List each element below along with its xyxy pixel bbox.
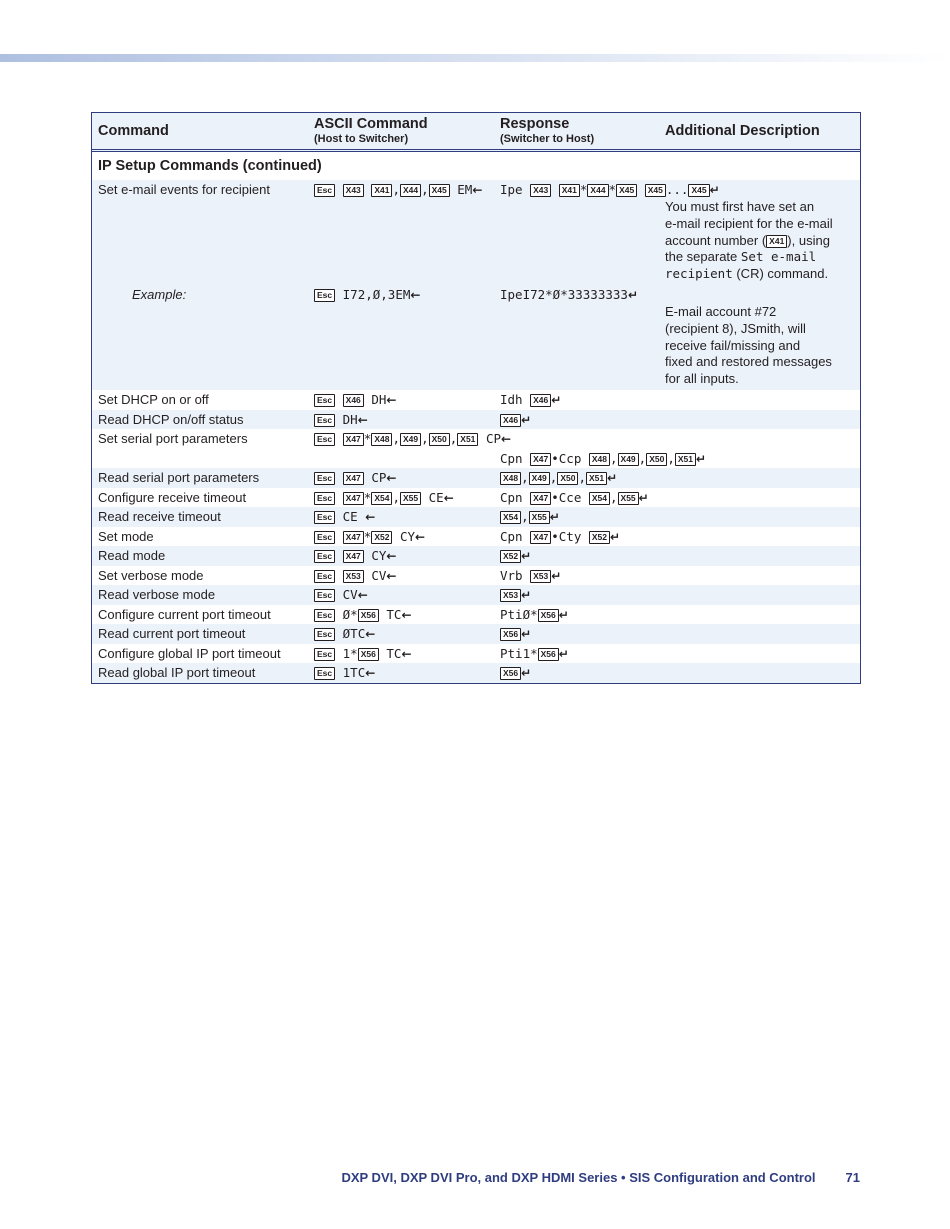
arrow-icon: ← <box>410 288 421 302</box>
arrow-icon: ← <box>472 183 483 197</box>
table-row: Configure global IP port timeout Esc 1* X56 TC← Pti1* X56 ↵ <box>98 645 569 661</box>
arrow-icon: ← <box>365 627 376 641</box>
table-row: Read mode Esc X47 CY← X52 ↵ <box>92 546 860 566</box>
arrow-icon: ← <box>386 471 397 485</box>
enter-icon: ↵ <box>695 451 707 466</box>
table-row: Configure receive timeout Esc X47 * X54 , X55 CE← Cpn X47 •Cce X54 , X55 ↵ <box>98 489 649 505</box>
enter-icon: ↵ <box>521 588 532 602</box>
header-gradient-band <box>0 54 950 62</box>
arrow-icon: ← <box>365 510 376 524</box>
table-row: Set DHCP on or off Esc X46 DH← Idh X46 ↵ <box>98 392 562 407</box>
ascii-command: Esc X43 X41 , X44 , X45 EM← <box>314 180 482 201</box>
header-response: Response (Switcher to Host) <box>500 116 595 145</box>
arrow-icon: ← <box>386 549 397 563</box>
enter-icon: ↵ <box>551 568 562 583</box>
arrow-icon: ← <box>401 646 412 661</box>
arrow-icon: ← <box>386 393 397 407</box>
enter-icon: ↵ <box>558 607 569 622</box>
arrow-icon: ← <box>415 529 426 544</box>
table-row: Configure current port timeout Esc Ø* X56 TC← PtiØ* X56 ↵ <box>98 606 569 622</box>
arrow-icon: ← <box>357 588 368 602</box>
example-response: IpeI72*Ø*33333333↵ <box>500 287 638 302</box>
page-number: 71 <box>845 1170 860 1185</box>
enter-icon: ↵ <box>638 490 649 505</box>
header-ascii-command: ASCII Command (Host to Switcher) <box>314 116 428 145</box>
header-command: Command <box>98 123 169 139</box>
command-label: Set e-mail events for recipient <box>98 182 270 197</box>
table-row: Read verbose mode Esc CV← X53 ↵ <box>92 585 860 605</box>
enter-icon: ↵ <box>521 412 532 427</box>
enter-icon: ↵ <box>558 646 569 661</box>
response: Ipe X43 X41 * X44 * X45 X45 ... X45 ↵ <box>500 182 720 197</box>
example-label: Example: <box>132 287 187 302</box>
table-row: Read receive timeout Esc CE ← X54 , X55 ↵ <box>92 507 860 527</box>
header-description: Additional Description <box>665 123 820 139</box>
table-row: Read current port timeout Esc ØTC← X56 ↵ <box>92 624 860 644</box>
command-table <box>91 112 861 684</box>
table-row: Read serial port parameters Esc X47 CP← X48 , X49 , X50 , X51 ↵ <box>92 468 860 488</box>
table-row: Read global IP port timeout Esc 1TC← X56 ↵ <box>92 663 860 683</box>
enter-icon: ↵ <box>709 183 720 197</box>
table-row-email-events <box>92 180 860 390</box>
description-email-note: You must first have set an e-mail recipient for the e-mail account number ( X41 ), using the separate Set e-mail recipient (CR) command. <box>665 199 833 282</box>
enter-icon: ↵ <box>627 288 638 302</box>
table-row: Set serial port parameters Esc X47 * X48 , X49 , X50 , X51 CP← Cpn X47 •Ccp X48 , X49 , X50 , X51 ↵ <box>98 431 707 466</box>
arrow-icon: ← <box>501 432 512 446</box>
example-ascii-command: Esc I72,Ø,3EM← <box>314 285 420 306</box>
enter-icon: ↵ <box>521 627 532 641</box>
enter-icon: ↵ <box>521 666 532 680</box>
table-row: Set verbose mode Esc X53 CV← Vrb X53 ↵ <box>98 567 562 583</box>
table-header <box>92 113 860 152</box>
arrow-icon: ← <box>401 607 412 622</box>
section-title: IP Setup Commands (continued) <box>98 158 322 174</box>
enter-icon: ↵ <box>607 471 618 485</box>
arrow-icon: ← <box>386 568 397 583</box>
arrow-icon: ← <box>443 490 454 505</box>
enter-icon: ↵ <box>610 529 621 544</box>
enter-icon: ↵ <box>521 549 532 563</box>
enter-icon: ↵ <box>551 393 562 407</box>
arrow-icon: ← <box>365 666 376 680</box>
footer-title: DXP DVI, DXP DVI Pro, and DXP HDMI Series • SIS Configuration and Control <box>341 1170 816 1185</box>
description-example: E-mail account #72 (recipient 8), JSmith, will receive fail/missing and fixed and restored messages for all inputs. <box>665 304 832 387</box>
table-row: Set mode Esc X47 * X52 CY← Cpn X47 •Cty X52 ↵ <box>98 528 621 544</box>
page-footer <box>0 1170 860 1185</box>
table-row: Read DHCP on/off status Esc DH← X46 ↵ <box>92 410 860 430</box>
arrow-icon: ← <box>357 412 368 427</box>
enter-icon: ↵ <box>549 510 560 524</box>
